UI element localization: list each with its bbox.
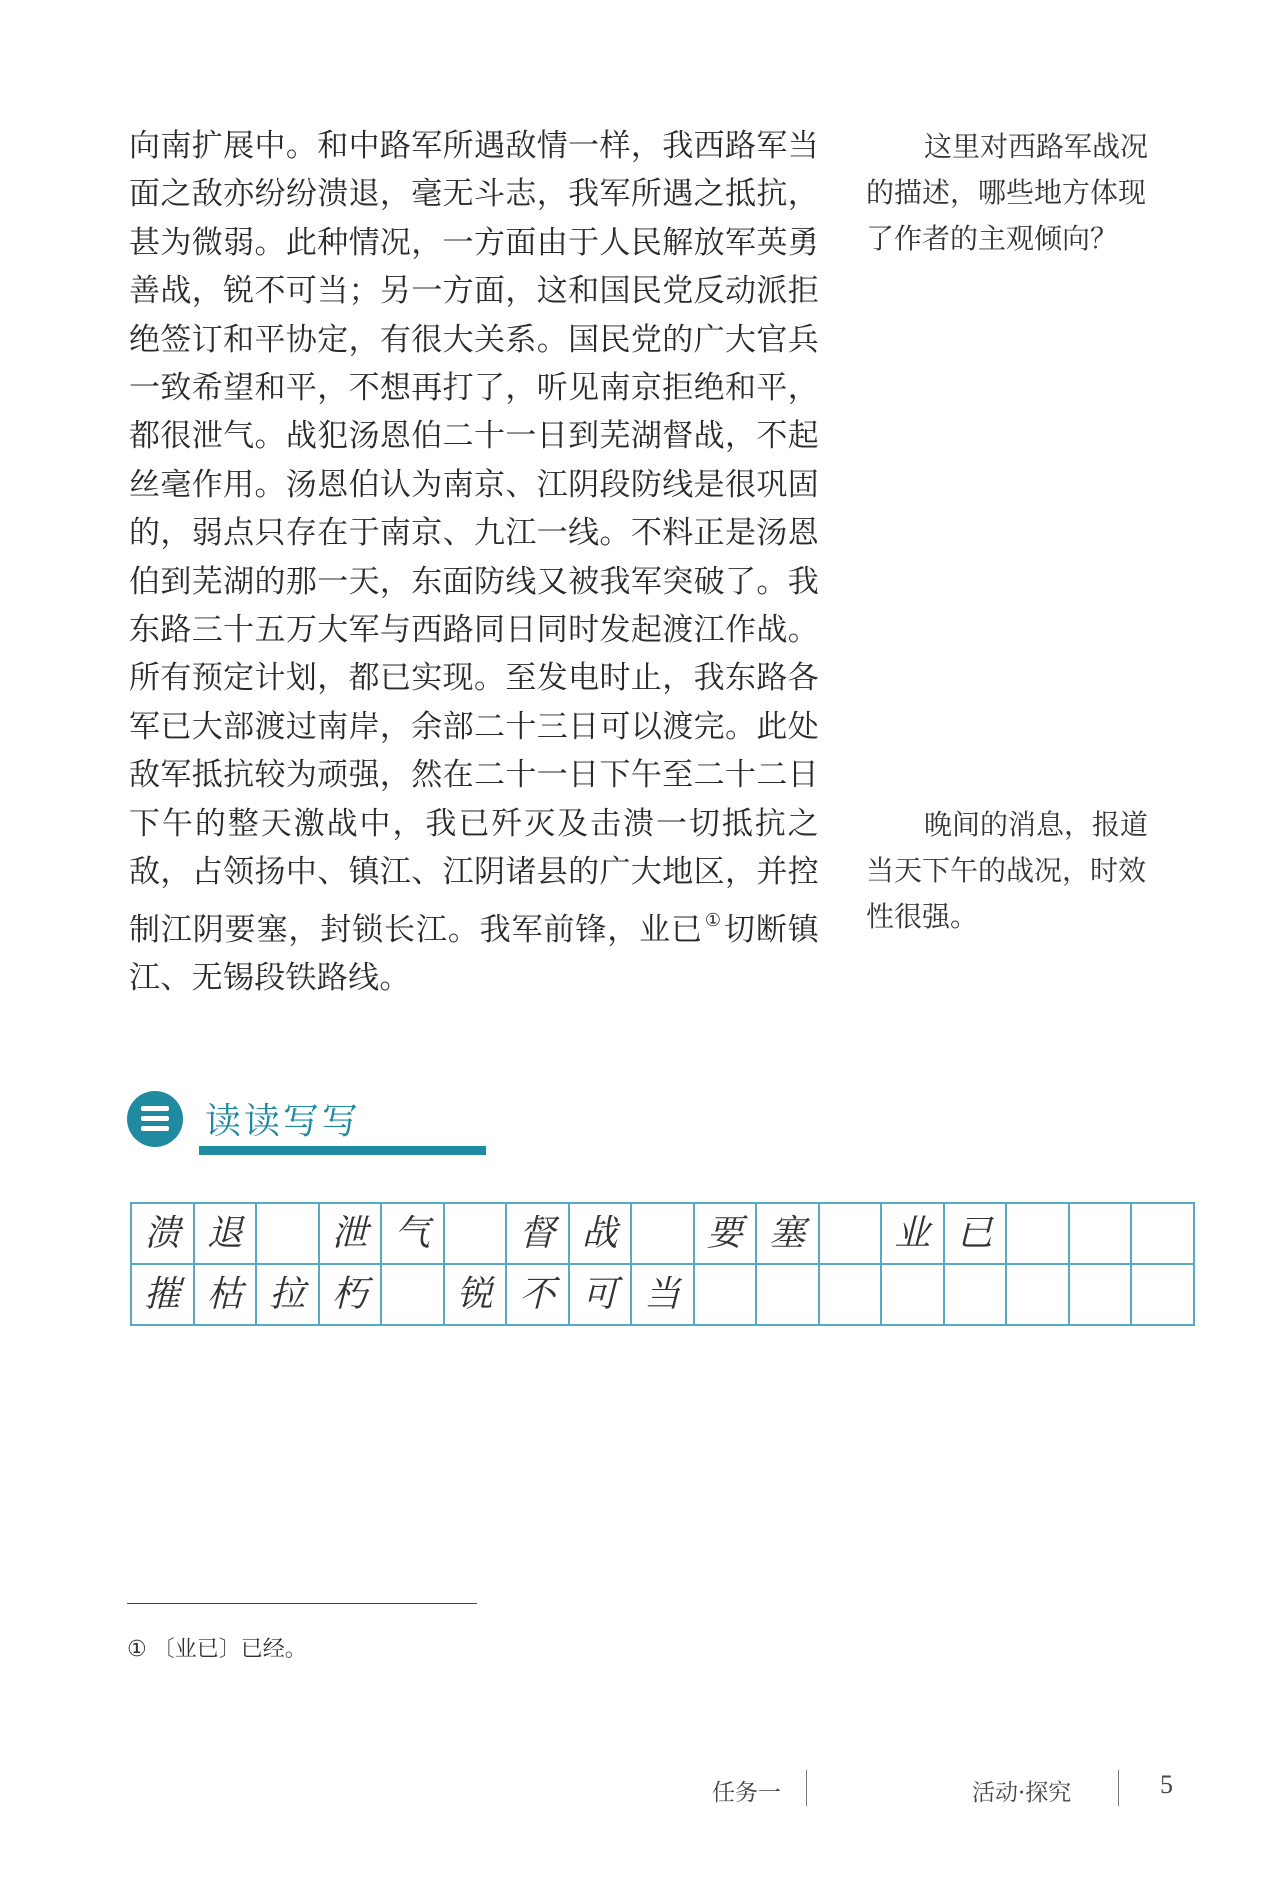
page-number: 5 — [1160, 1770, 1173, 1799]
text-line: 江、无锡段铁路线。 — [129, 959, 411, 996]
footer-divider — [806, 1770, 807, 1806]
grid-cell: 锐 — [444, 1264, 507, 1325]
grid-cell: 溃 — [131, 1203, 194, 1264]
text-line: 甚为微弱。此种情况，一方面由于人民解放军英勇 — [129, 224, 819, 261]
text-line: 所有预定计划，都已实现。至发电时止，我东路各 — [129, 660, 819, 697]
grid-cell: 督 — [506, 1203, 569, 1264]
grid-cell: 塞 — [756, 1203, 819, 1264]
footer-section-label: 活动·探究 — [972, 1780, 1072, 1806]
text-line: 绝签订和平协定，有很大关系。国民党的广大官兵 — [129, 321, 819, 358]
grid-cell — [1069, 1264, 1132, 1325]
text-line: 向南扩展中。和中路军所遇敌情一样，我西路军当 — [129, 128, 819, 164]
grid-cell — [1006, 1203, 1069, 1264]
text-line: 军已大部渡过南岸，余部二十三日可以渡完。此处 — [129, 708, 819, 745]
text-line: 敌，占领扬中、镇江、江阴诸县的广大地区，并控 — [129, 854, 819, 891]
grid-cell — [444, 1203, 507, 1264]
grid-cell: 退 — [194, 1203, 257, 1264]
text-line: 伯到芜湖的那一天，东面防线又被我军突破了。我 — [129, 563, 819, 600]
footnote-divider — [127, 1603, 477, 1604]
grid-cell: 战 — [569, 1203, 632, 1264]
text-line: 敌军抵抗较为顽强，然在二十一日下午至二十二日 — [129, 757, 819, 794]
side-note-line: 性很强。 — [866, 900, 979, 933]
grid-cell — [819, 1264, 882, 1325]
text-line: 都很泄气。战犯汤恩伯二十一日到芜湖督战，不起 — [129, 418, 819, 455]
three-bars-circle-icon — [127, 1091, 183, 1147]
grid-cell: 已 — [944, 1203, 1007, 1264]
grid-cell — [1131, 1264, 1194, 1325]
grid-row — [131, 1264, 1194, 1325]
side-note-question — [866, 124, 1176, 262]
grid-cell — [631, 1203, 694, 1264]
section-title: 读读写写 — [205, 1101, 362, 1142]
side-note-line: 晚间的消息，报道 — [924, 808, 1149, 841]
grid-cell — [1006, 1264, 1069, 1325]
text-line: 一致希望和平，不想再打了，听见南京拒绝和平， — [129, 370, 819, 407]
side-note-comment — [866, 802, 1176, 940]
grid-cell: 业 — [881, 1203, 944, 1264]
grid-cell: 摧 — [131, 1264, 194, 1325]
grid-cell — [944, 1264, 1007, 1325]
text-line — [129, 897, 819, 954]
section-underline — [199, 1146, 486, 1155]
side-note-line: 当天下午的战况，时效 — [866, 854, 1147, 887]
grid-cell: 泄 — [319, 1203, 382, 1264]
grid-cell: 拉 — [256, 1264, 319, 1325]
side-note-line: 了作者的主观倾向？ — [866, 222, 1119, 255]
footer-divider — [1118, 1770, 1119, 1806]
text-line: 的，弱点只存在于南京、九江一线。不料正是汤恩 — [129, 515, 819, 552]
grid-cell: 朽 — [319, 1264, 382, 1325]
footnote-marker: ① — [704, 909, 722, 931]
grid-row — [131, 1203, 1194, 1264]
grid-cell — [381, 1264, 444, 1325]
grid-cell — [694, 1264, 757, 1325]
text-line: 下午的整天激战中，我已歼灭及击溃一切抵抗之 — [129, 805, 819, 842]
text-line: 面之敌亦纷纷溃退，毫无斗志，我军所遇之抵抗， — [129, 176, 819, 213]
grid-cell: 气 — [381, 1203, 444, 1264]
grid-cell: 当 — [631, 1264, 694, 1325]
grid-cell: 枯 — [194, 1264, 257, 1325]
grid-cell — [819, 1203, 882, 1264]
grid-cell: 要 — [694, 1203, 757, 1264]
text-segment: 切断镇 — [723, 911, 820, 948]
text-line: 东路三十五万大军与西路同日同时发起渡江作战。 — [129, 612, 819, 649]
footnote — [127, 1632, 307, 1663]
footer-task-label: 任务一 — [712, 1780, 781, 1806]
footnote-number: ① — [127, 1637, 147, 1662]
character-practice-grid — [130, 1202, 1195, 1326]
grid-cell — [881, 1264, 944, 1325]
footnote-text: 〔业已〕已经。 — [152, 1637, 307, 1662]
side-note-line: 的描述，哪些地方体现 — [866, 176, 1147, 209]
grid-cell — [1069, 1203, 1132, 1264]
text-segment: 制江阴要塞，封锁长江。我军前锋，业已 — [129, 911, 703, 948]
grid-cell — [1131, 1203, 1194, 1264]
side-note-line: 这里对西路军战况 — [924, 130, 1149, 163]
main-text — [129, 122, 819, 1002]
grid-cell: 可 — [569, 1264, 632, 1325]
grid-cell: 不 — [506, 1264, 569, 1325]
text-line: 善战，锐不可当；另一方面，这和国民党反动派拒 — [129, 273, 819, 310]
text-line: 丝毫作用。汤恩伯认为南京、江阴段防线是很巩固 — [129, 466, 819, 503]
grid-cell — [256, 1203, 319, 1264]
grid-cell — [756, 1264, 819, 1325]
